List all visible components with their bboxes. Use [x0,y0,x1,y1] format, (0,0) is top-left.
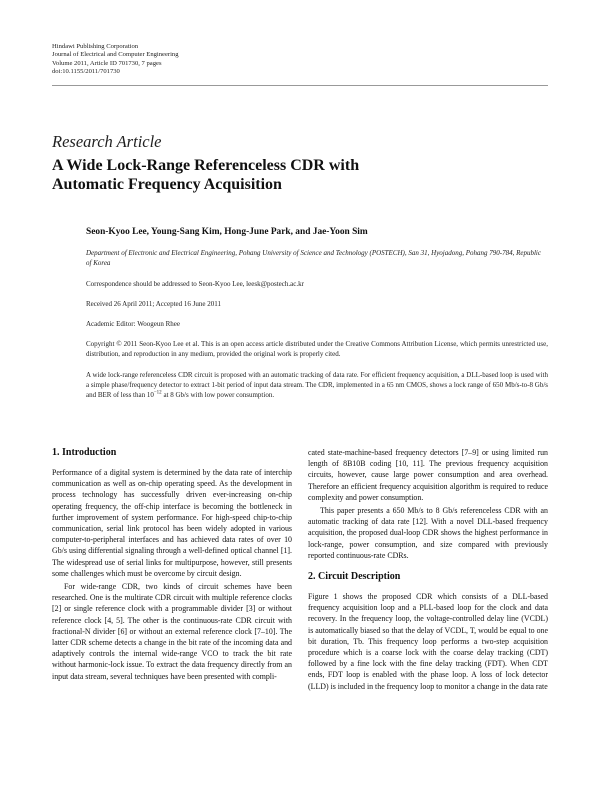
section-heading-introduction: 1. Introduction [52,447,117,458]
journal-name: Journal of Electrical and Computer Engineering [52,51,179,59]
doi-line: doi:10.1155/2011/701730 [52,68,120,76]
abstract [86,370,548,401]
paper-title-line-2: Automatic Frequency Acquisition [52,176,282,193]
article-type: Research Article [52,132,162,151]
front-matter [86,226,548,410]
author-list: Seon-Kyoo Lee, Young-Sang Kim, Hong-June Park, and Jae-Yoon Sim [86,227,368,237]
body-paragraph: Figure 1 shows the proposed CDR which consists of a DLL-based frequency acquisition loop and a PLL-based loop for the clock and data recovery. In the frequency loop, the voltage-controlled delay line (VCDL) is automatically biased so that the delay of VCDL, T, would be equal to one bit duration, Tb. This frequency loop performs a two-step acquisition procedure which is a coarse lock with the coarse delay tracking (CDT) followed by a fine lock with the fine delay tracking (FDT). When CDT ends, FDT loop is enabled with the phase loop. A loss of lock detector (LLD) is included in the frequency loop to monitor a change in the data rate [308,592,548,691]
copyright-notice: Copyright © 2011 Seon-Kyoo Lee et al. This is an open access article distributed under the Creative Commons Attribution License, which permits unrestricted use, distribution, and reproduction in any medium, provided the original work is properly cited. [86,340,548,359]
received-dates: Received 26 April 2011; Accepted 16 June 2011 [86,300,221,309]
publisher-name: Hindawi Publishing Corporation [52,43,139,50]
abstract-text: A wide lock-range referenceless CDR circuit is proposed with an automatic tracking of data rate. For efficient frequency acquisition, a DLL-based loop is used with a simple phase/frequency detector to extract 1-bit period of input data stream. The CDR, implemented in a 65 nm CMOS, shows a lock range of 650 Mb/s-to-8 Gb/s and BER of less than 10 [86,370,548,399]
body-paragraph: For wide-range CDR, two kinds of circuit schemes have been researched. One is the multirate CDR circuit with multiple reference clocks [2] or single reference clock with a programmable divider [3] or without reference clock [4, 5]. The other is the continuous-rate CDR circuit with fractional-N divider [6] or without an external reference clock [7–10]. The latter CDR scheme detects a change in the bit rate of the incoming data and adaptively controls the internal wide-range VCO to track the bit rate without harmonic-lock issue. To extract the data frequency directly from an input data stream, several techniques have been presented with compli- [52,582,292,681]
abstract-exponent: −12 [153,390,162,396]
volume-line: Volume 2011, Article ID 701730, 7 pages [52,59,162,67]
paper-title [52,156,532,194]
journal-header [52,43,179,77]
affiliation: Department of Electronic and Electrical Engineering, Pohang University of Science and Technology (POSTECH), San 31, Hyojadong, Pohang 790-784, Republic of Korea [86,249,541,267]
paper-title-line-1: A Wide Lock-Range Referenceless CDR with [52,157,360,174]
abstract-text-end: at 8 Gb/s with low power consumption. [161,391,275,399]
body-paragraph: This paper presents a 650 Mb/s to 8 Gb/s referenceless CDR with an automatic tracking of data rate [12]. With a novel DLL-based frequency acquisition, the proposed dual-loop CDR shows the highest performance in lock-range, power consumption, and size compared with previously reported continuous-rate CDRs. [308,506,548,560]
header-divider [52,85,548,86]
left-column [52,447,292,682]
right-column [308,447,548,692]
section-heading-circuit-description: 2. Circuit Description [308,571,401,583]
body-paragraph: cated state-machine-based frequency detectors [7–9] or using limited run length of 8B10B coding [10, 11]. The previous frequency acquisition circuits, however, cause large power consumption and area overhead. Therefore an efficient frequency acquisition algorithm is required to reduce complexity and power consumption. [308,448,548,502]
academic-editor: Academic Editor: Woogeun Rhee [86,320,180,329]
correspondence: Correspondence should be addressed to Seon-Kyoo Lee, leesk@postech.ac.kr [86,280,304,289]
body-paragraph: Performance of a digital system is determined by the data rate of interchip communication as well as on-chip operating speed. As the development in process technology has successfully driven ever-increasing on-chip operating frequency, the off-chip interface is becoming the bottleneck in further improvement of system performance. For high-speed chip-to-chip communication, serial link protocol has been widely adopted in various computer-to-peripheral interfaces and has achieved data rates of over 10 Gb/s using differential signaling through a well-defined optical channel [1]. The widespread use of serial links for multipurpose, however, still presents some challenges which must be overcome by circuit design. [52,468,292,578]
